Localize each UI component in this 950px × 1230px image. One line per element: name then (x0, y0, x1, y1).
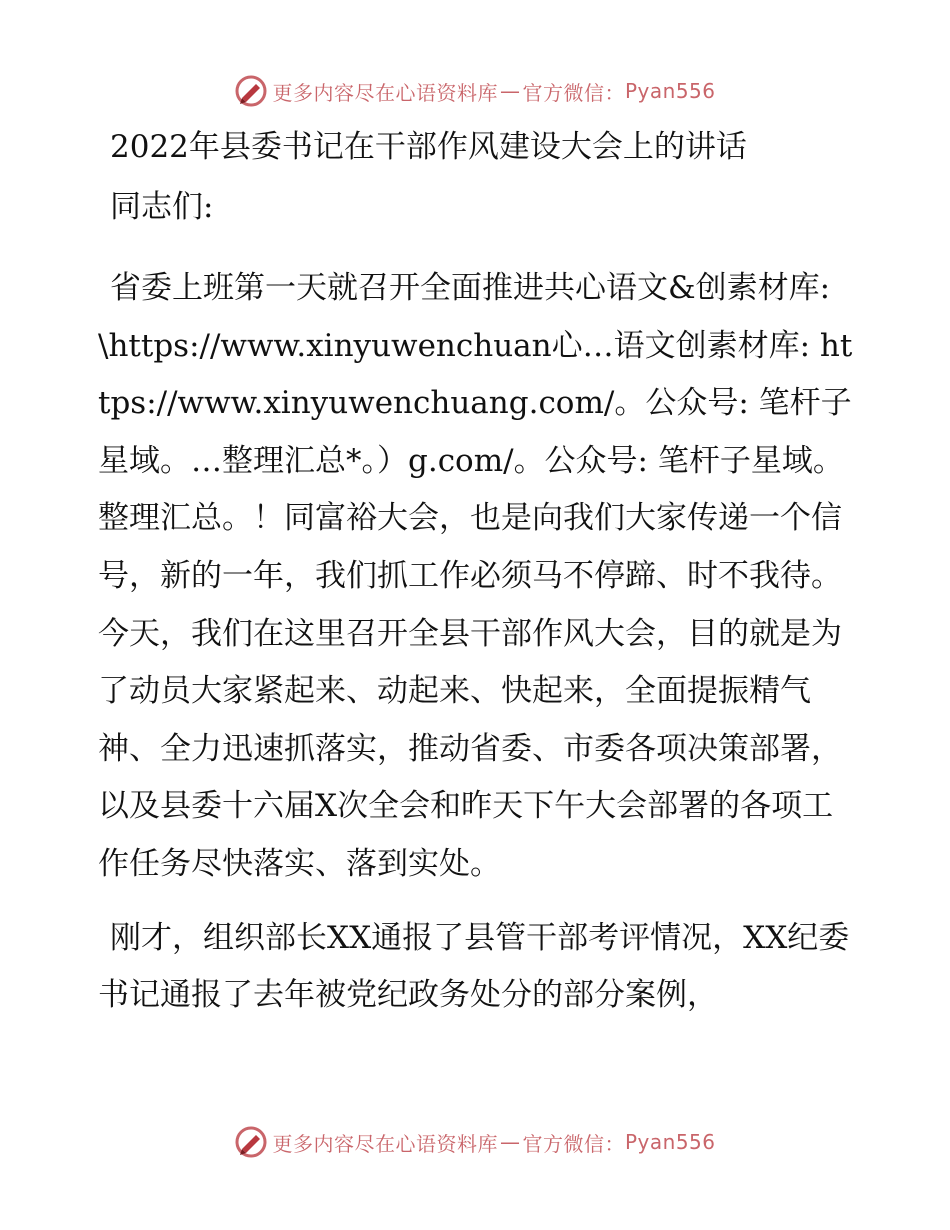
pen-logo-icon (234, 74, 268, 108)
pen-logo-icon (234, 1125, 268, 1159)
paragraph-1: 省委上班第一天就召开全面推进共心语文&创素材库: \https://www.xinyuwenchuan心…语文创素材库: https://www.xinyuwenchuang.com/。公众号: 笔杆子星域。…整理汇总*。）g.com/。公众号: 笔杆子星域。整理汇总。！同富裕大会，也是向我们大家传递一个信号，新的一年，我们抓工作必须马不停蹄、时不我待。今天，我们在这里召开全县干部作风大会，目的就是为了动员大家紧起来、动起来、快起来，全面提振精气神、全力迅速抓落实，推动省委、市委各项决策部署，以及县委十六届X次全会和昨天下午大会部署的各项工作任务尽快落实、落到实处。 (98, 270, 853, 882)
watermark-suffix: 官方微信： (522, 80, 625, 105)
document-title: 2022年县委书记在干部作风建设大会上的讲话 (110, 129, 747, 165)
document-body (98, 126, 858, 1025)
watermark-id: Pyan556 (624, 79, 716, 103)
watermark-separator: — (499, 1130, 521, 1154)
salutation: 同志们: (110, 189, 214, 225)
paragraph-2: 刚才，组织部长XX通报了县管干部考评情况，XX纪委书记通报了去年被党纪政务处分的部分案例， (98, 919, 850, 1014)
header-watermark (0, 74, 950, 108)
footer-watermark (0, 1125, 950, 1159)
watermark-text: 更多内容尽在心语资料库 (272, 80, 498, 105)
watermark-separator: — (499, 79, 521, 103)
watermark-id: Pyan556 (624, 1130, 716, 1154)
watermark-text: 更多内容尽在心语资料库 (272, 1131, 498, 1156)
watermark-suffix: 官方微信： (522, 1131, 625, 1156)
